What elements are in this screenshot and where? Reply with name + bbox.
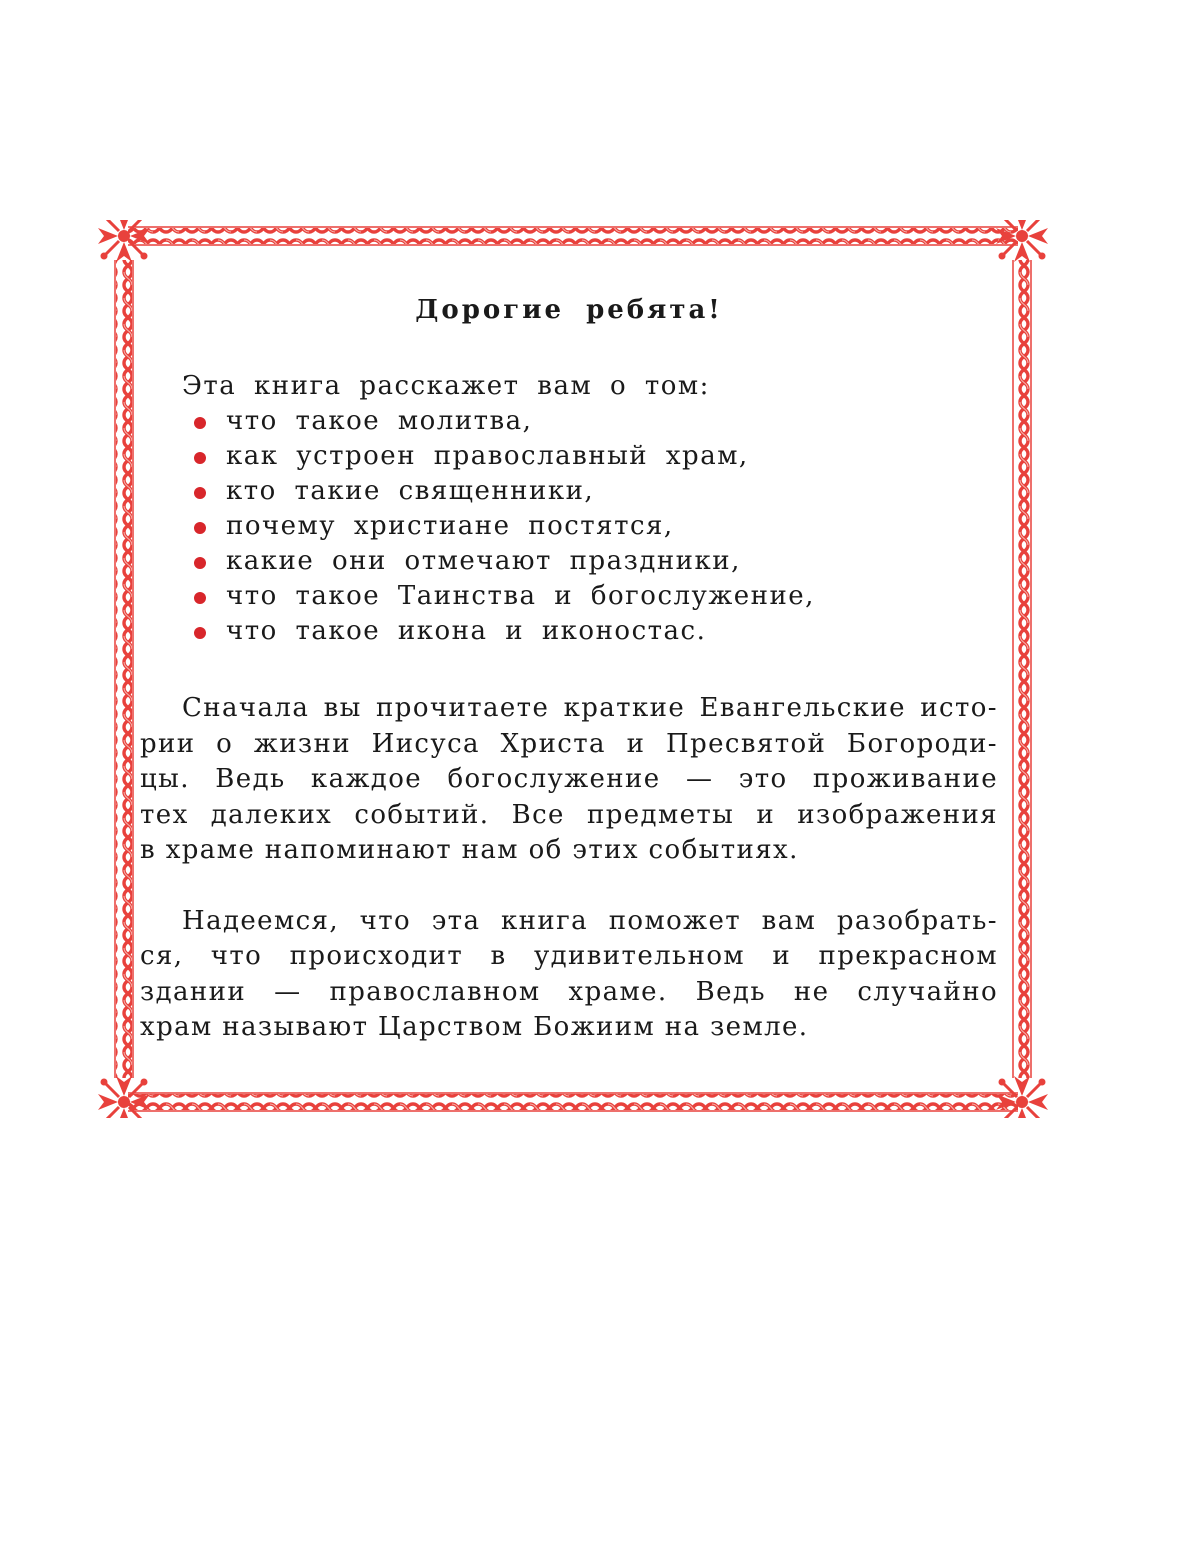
paragraph-line: храм называют Царством Божиим на земле. xyxy=(140,1012,809,1042)
list-item: что такое Таинства и богослужение, xyxy=(190,579,998,614)
paragraph-gospel-stories xyxy=(140,691,998,869)
intro-line: Эта книга расскажет вам о том: xyxy=(182,371,710,401)
red-dot-bullet-icon xyxy=(194,487,206,499)
list-item: как устроен православный храм, xyxy=(190,439,998,474)
paragraph-line: тех далеких событий. Все предметы и изображения xyxy=(140,799,998,830)
list-item: почему христиане постятся, xyxy=(190,509,998,544)
paragraph-temple xyxy=(140,904,998,1046)
red-dot-bullet-icon xyxy=(194,417,206,429)
ornamental-frame xyxy=(88,220,1058,1118)
red-dot-bullet-icon xyxy=(194,557,206,569)
red-dot-bullet-icon xyxy=(194,592,206,604)
paragraph-line: рии о жизни Иисуса Христа и Пресвятой Богороди- xyxy=(140,728,998,759)
page-title: Дорогие ребята! xyxy=(415,295,723,325)
paragraph-line: Надеемся, что эта книга поможет вам разобрать- xyxy=(182,905,998,936)
page-content xyxy=(140,280,998,1046)
list-item: какие они отмечают праздники, xyxy=(190,544,998,579)
paragraph-line: в храме напоминают нам об этих событиях. xyxy=(140,835,799,865)
red-dot-bullet-icon xyxy=(194,522,206,534)
list-item: что такое молитва, xyxy=(190,404,998,439)
list-item: кто такие священники, xyxy=(190,474,998,509)
paragraph-line: Сначала вы прочитаете краткие Евангельские исто- xyxy=(182,693,998,723)
list-item: что такое икона и иконостас. xyxy=(190,614,998,649)
paragraph-line: ся, что происходит в удивительном и прекрасном xyxy=(140,941,998,971)
red-dot-bullet-icon xyxy=(194,452,206,464)
topic-list xyxy=(140,404,998,649)
paragraph-line: здании — православном храме. Ведь не случайно xyxy=(140,976,998,1007)
red-dot-bullet-icon xyxy=(194,627,206,639)
paragraph-line: цы. Ведь каждое богослужение — это проживание xyxy=(140,764,998,794)
